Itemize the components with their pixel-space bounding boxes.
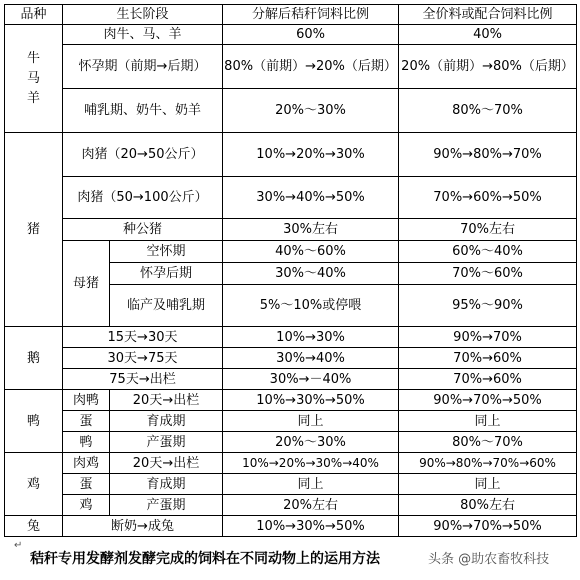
straw-cell: 20%～30% xyxy=(223,432,399,453)
feed-cell: 80%～70% xyxy=(399,89,577,133)
sub-cell: 鸭 xyxy=(63,432,110,453)
group-cattle: 牛马羊 xyxy=(5,25,63,133)
stage-cell: 肉牛、马、羊 xyxy=(63,25,223,45)
straw-cell: 30%左右 xyxy=(223,219,399,241)
feed-cell: 70%左右 xyxy=(399,219,577,241)
sub-cell: 肉鸡 xyxy=(63,453,110,474)
table-row xyxy=(5,369,577,390)
straw-cell: 60% xyxy=(223,25,399,45)
stage-cell: 临产及哺乳期 xyxy=(110,285,223,327)
feed-cell: 70%→60%→50% xyxy=(399,177,577,219)
table-row xyxy=(5,390,577,411)
straw-cell: 80%（前期）→20%（后期） xyxy=(223,45,399,89)
table-row xyxy=(5,516,577,537)
feed-cell: 80%左右 xyxy=(399,495,577,516)
stage-cell: 30天→75天 xyxy=(63,348,223,369)
stage-cell: 怀孕后期 xyxy=(110,263,223,285)
header-feed-ratio: 全价料或配合饲料比例 xyxy=(399,5,577,25)
table-row xyxy=(5,241,577,263)
stage-cell: 育成期 xyxy=(110,474,223,495)
stage-cell: 育成期 xyxy=(110,411,223,432)
straw-cell: 10%→30%→50% xyxy=(223,390,399,411)
straw-cell: 10%→30% xyxy=(223,327,399,348)
stage-cell: 75天→出栏 xyxy=(63,369,223,390)
straw-cell: 10%→20%→30%→40% xyxy=(223,453,399,474)
table-row xyxy=(5,495,577,516)
sub-cell: 鸡 xyxy=(63,495,110,516)
feed-cell: 90%→70%→50% xyxy=(399,516,577,537)
sub-cell: 肉鸭 xyxy=(63,390,110,411)
feed-cell: 40% xyxy=(399,25,577,45)
stage-cell: 15天→30天 xyxy=(63,327,223,348)
table-row xyxy=(5,411,577,432)
sub-cell: 蛋 xyxy=(63,474,110,495)
straw-cell: 20%左右 xyxy=(223,495,399,516)
table-row xyxy=(5,327,577,348)
table-row xyxy=(5,432,577,453)
straw-cell: 30%→40%→50% xyxy=(223,177,399,219)
straw-cell: 30%→40% xyxy=(223,348,399,369)
header-row xyxy=(5,5,577,25)
straw-cell: 5%～10%或停喂 xyxy=(223,285,399,327)
table-row xyxy=(5,474,577,495)
straw-cell: 40%～60% xyxy=(223,241,399,263)
straw-cell: 同上 xyxy=(223,411,399,432)
feed-cell: 70%→60% xyxy=(399,348,577,369)
stage-cell: 产蛋期 xyxy=(110,495,223,516)
stage-cell: 产蛋期 xyxy=(110,432,223,453)
feed-ratio-table xyxy=(4,4,577,537)
table-row xyxy=(5,45,577,89)
header-straw-ratio: 分解后秸秆饲料比例 xyxy=(223,5,399,25)
group-goose: 鹅 xyxy=(5,327,63,390)
group-duck: 鸭 xyxy=(5,390,63,453)
feed-cell: 同上 xyxy=(399,411,577,432)
table-row xyxy=(5,348,577,369)
table-row xyxy=(5,133,577,177)
table-row xyxy=(5,177,577,219)
stage-cell: 20天→出栏 xyxy=(110,390,223,411)
straw-cell: 30%→－40% xyxy=(223,369,399,390)
group-pig: 猪 xyxy=(5,133,63,327)
straw-cell: 同上 xyxy=(223,474,399,495)
stage-cell: 哺乳期、奶牛、奶羊 xyxy=(63,89,223,133)
header-stage: 生长阶段 xyxy=(63,5,223,25)
stage-cell: 20天→出栏 xyxy=(110,453,223,474)
feed-cell: 70%～60% xyxy=(399,263,577,285)
feed-cell: 70%→60% xyxy=(399,369,577,390)
table-row xyxy=(5,25,577,45)
stage-cell: 种公猪 xyxy=(63,219,223,241)
stage-cell: 肉猪（20→50公斤） xyxy=(63,133,223,177)
stage-cell: 肉猪（50→100公斤） xyxy=(63,177,223,219)
paragraph-mark: ↵ xyxy=(14,540,23,551)
stage-cell: 空怀期 xyxy=(110,241,223,263)
straw-cell: 30%～40% xyxy=(223,263,399,285)
table-row xyxy=(5,219,577,241)
straw-cell: 10%→30%→50% xyxy=(223,516,399,537)
straw-cell: 20%～30% xyxy=(223,89,399,133)
feed-cell: 95%～90% xyxy=(399,285,577,327)
feed-cell: 80%～70% xyxy=(399,432,577,453)
feed-cell: 60%～40% xyxy=(399,241,577,263)
group-chicken: 鸡 xyxy=(5,453,63,516)
feed-cell: 90%→70% xyxy=(399,327,577,348)
stage-cell: 怀孕期（前期→后期） xyxy=(63,45,223,89)
feed-cell: 90%→70%→50% xyxy=(399,390,577,411)
straw-cell: 10%→20%→30% xyxy=(223,133,399,177)
table-row xyxy=(5,89,577,133)
feed-cell: 90%→80%→70% xyxy=(399,133,577,177)
group-rabbit: 兔 xyxy=(5,516,63,537)
feed-cell: 同上 xyxy=(399,474,577,495)
feed-cell: 90%→80%→70%→60% xyxy=(399,453,577,474)
watermark: 头条 @助农畜牧科技 xyxy=(428,552,550,567)
stage-cell: 断奶→成兔 xyxy=(63,516,223,537)
feed-cell: 20%（前期）→80%（后期） xyxy=(399,45,577,89)
sow-label: 母猪 xyxy=(63,241,110,327)
table-caption: 秸秆专用发酵剂发酵完成的饲料在不同动物上的运用方法 xyxy=(30,551,380,567)
header-species: 品种 xyxy=(5,5,63,25)
sub-cell: 蛋 xyxy=(63,411,110,432)
table-row xyxy=(5,453,577,474)
